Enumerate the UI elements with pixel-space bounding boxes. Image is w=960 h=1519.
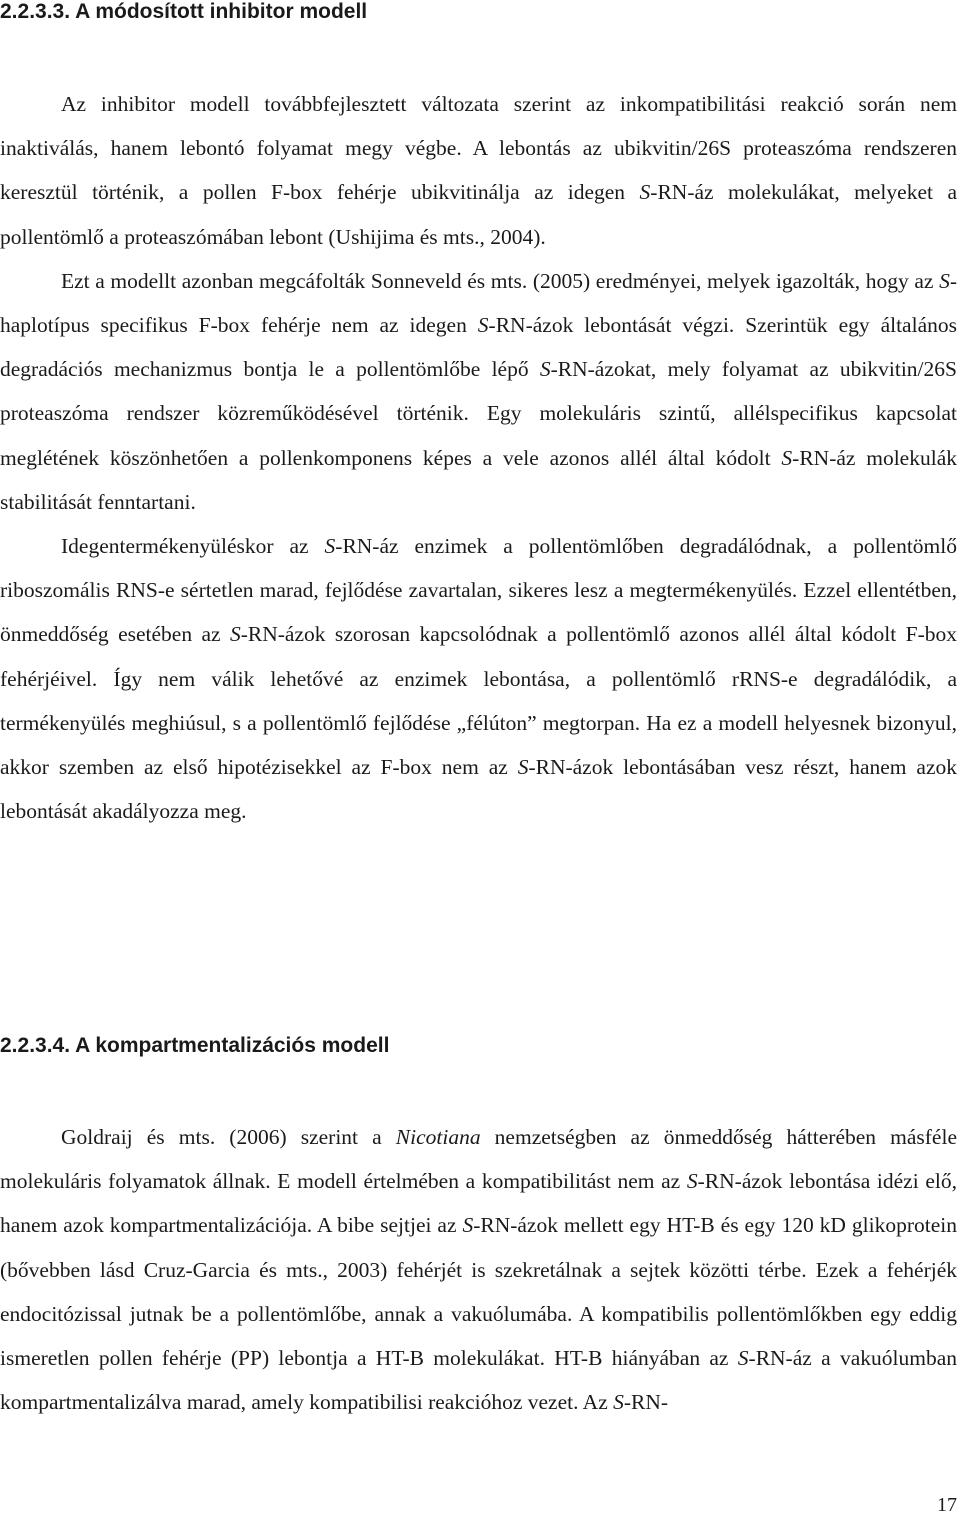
italic-term: S <box>737 1346 749 1371</box>
paragraph: Az inhibitor modell továbbfejlesztett változata szerint az inkompatibilitási reakció során nem inaktiválás, hanem lebontó folyamat megy végbe. A lebontás az ubikvitin/26S proteaszóma rendszeren keresztül történik, a pollen F-box fehérje ubikvitinálja az idegen S-RN-áz molekulákat, melyeket a pollentömlő a proteaszómában lebont (Ushijima és mts., 2004). <box>0 92 957 249</box>
italic-term: S <box>939 268 950 293</box>
italic-term: S <box>229 622 241 647</box>
italic-term: S <box>477 313 489 338</box>
italic-term: S <box>539 357 551 382</box>
italic-term: S <box>462 1213 474 1238</box>
italic-term: S <box>613 1390 624 1415</box>
section-heading-modified-inhibitor-model: 2.2.3.3. A módosított inhibitor modell <box>0 0 368 23</box>
page-number: 17 <box>937 1494 957 1516</box>
italic-term: S <box>781 445 793 470</box>
paragraph: Idegentermékenyüléskor az S-RN-áz enzimek a pollentömlőben degradálódnak, a pollentömlő riboszomális RNS-e sértetlen marad, fejlődése zavartalan, sikeres lesz a megtermékenyülés. Ezzel ellentétben, önmeddőség esetében az S-RN-ázok szorosan kapcsolódnak a pollentömlő azonos allél által kódolt F-box fehérjéivel. Így nem válik lehetővé az enzimek lebontása, a pollentömlő rRNS-e degradálódik, a termékenyülés meghiúsul, s a pollentömlő fejlődése „félúton” megtorpan. Ha ez a modell helyesnek bizonyul, akkor szemben az első hipotézisekkel az F-box nem az S-RN-ázok lebontásában vesz részt, hanem azok lebontását akadályozza meg. <box>0 534 957 824</box>
italic-term: S <box>324 534 336 559</box>
section-body-compartmentalization-model <box>0 1115 957 1424</box>
italic-term: S <box>639 180 651 205</box>
italic-term: Nicotiana <box>395 1125 481 1149</box>
section-body-modified-inhibitor-model <box>0 82 957 833</box>
paragraph: Ezt a modellt azonban megcáfolták Sonneveld és mts. (2005) eredményei, melyek igazolták, hogy az S-haplotípus specifikus F-box fehérje nem az idegen S-RN-ázok lebontását végzi. Szerintük egy általános degradációs mechanizmus bontja le a pollentömlőbe lépő S-RN-ázokat, mely folyamat az ubikvitin/26S proteaszóma rendszer közreműködésével történik. Egy molekuláris szintű, allélspecifikus kapcsolat meglétének köszönhetően a pollenkomponens képes a vele azonos allél által kódolt S-RN-áz molekulák stabilitását fenntartani. <box>0 268 957 514</box>
paragraph: Goldraij és mts. (2006) szerint a Nicotiana nemzetségben az önmeddőség hátterében másféle molekuláris folyamatok állnak. E modell értelmében a kompatibilitást nem az S-RN-ázok lebontása idézi elő, hanem azok kompartmentalizációja. A bibe sejtjei az S-RN-ázok mellett egy HT-B és egy 120 kD glikoprotein (bővebben lásd Cruz-Garcia és mts., 2003) fehérjét is szekretálnak a sejtek közötti térbe. Ezek a fehérjék endocitózissal jutnak be a pollentömlőbe, annak a vakuólumába. A kompatibilis pollentömlőkben egy eddig ismeretlen pollen fehérje (PP) lebontja a HT-B molekulákat. HT-B hiányában az S-RN-áz a vakuólumban kompartmentalizálva marad, amely kompatibilisi reakcióhoz vezet. Az S-RN- <box>0 1125 958 1415</box>
section-heading-compartmentalization-model: 2.2.3.4. A kompartmentalizációs modell <box>0 1034 390 1057</box>
italic-term: S <box>686 1169 698 1194</box>
italic-term: S <box>517 755 529 780</box>
